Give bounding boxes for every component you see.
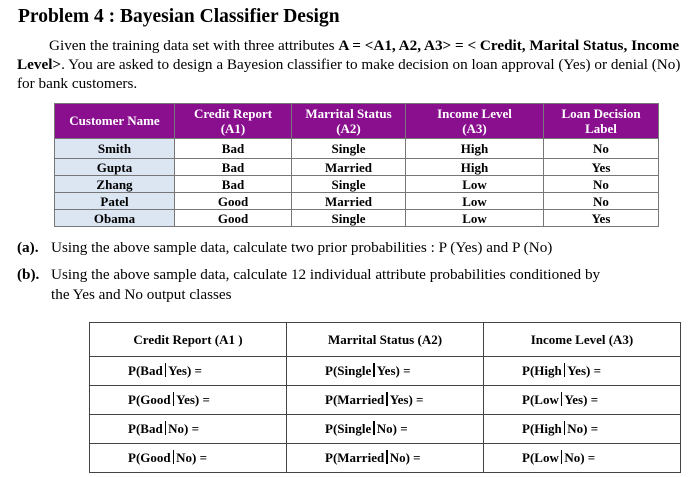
cell-marital: Married [292, 159, 406, 176]
cell-income: Low [406, 193, 544, 210]
cell-decision: No [544, 176, 659, 193]
prob-row [90, 444, 681, 473]
intro-text-1: Given the training data set with three attributes [49, 37, 339, 54]
header-income-level: Income Level (A3) [406, 104, 544, 139]
prob-cell: P(Bad No) = [90, 415, 287, 444]
table-row [55, 210, 659, 227]
intro-attributes: A = <A1, A2, A3> = < Credit, Marital Status, Income Level> [17, 37, 680, 73]
cell-income: High [406, 139, 544, 159]
question-b-text-1: Using the above sample data, calculate 12 individual attribute probabilities conditioned by [51, 266, 601, 283]
prob-cell: P(High Yes) = [484, 357, 681, 386]
question-b-text-2: the Yes and No output classes [51, 286, 232, 303]
cell-customer: Gupta [55, 159, 175, 176]
cell-credit: Bad [175, 176, 292, 193]
prob-header-marital: Marrital Status (A2) [287, 323, 484, 357]
problem-title: Problem 4 : Bayesian Classifier Design [18, 6, 340, 27]
training-data-table [54, 103, 659, 227]
probability-table [89, 322, 681, 473]
question-a-label: (a). [17, 239, 39, 256]
prob-cell: P(Single No) = [287, 415, 484, 444]
cell-decision: No [544, 193, 659, 210]
prob-cell: P(Married Yes) = [287, 386, 484, 415]
cell-marital: Single [292, 139, 406, 159]
cell-marital: Single [292, 210, 406, 227]
cell-credit: Good [175, 210, 292, 227]
prob-row [90, 357, 681, 386]
question-a-text: Using the above sample data, calculate two prior probabilities : P (Yes) and P (No) [51, 239, 553, 256]
intro-paragraph [17, 36, 681, 93]
header-credit-report: Credit Report (A1) [175, 104, 292, 139]
question-a [17, 238, 552, 257]
table-row [55, 139, 659, 159]
table-row [55, 176, 659, 193]
header-loan-decision: Loan Decision Label [544, 104, 659, 139]
header-marital-status: Marrital Status (A2) [292, 104, 406, 139]
prob-cell: P(Good Yes) = [90, 386, 287, 415]
cell-income: Low [406, 210, 544, 227]
cell-marital: Single [292, 176, 406, 193]
cell-credit: Bad [175, 159, 292, 176]
prob-cell: P(Single Yes) = [287, 357, 484, 386]
prob-header-row [90, 323, 681, 357]
prob-cell: P(Low No) = [484, 444, 681, 473]
cell-income: High [406, 159, 544, 176]
cell-decision: Yes [544, 210, 659, 227]
question-b-label: (b). [17, 266, 40, 283]
table-row [55, 193, 659, 210]
header-customer-name: Customer Name [55, 104, 175, 139]
cell-customer: Patel [55, 193, 175, 210]
cell-decision: No [544, 139, 659, 159]
question-b [17, 265, 681, 305]
cell-credit: Good [175, 193, 292, 210]
cell-customer: Smith [55, 139, 175, 159]
prob-cell: P(High No) = [484, 415, 681, 444]
prob-row [90, 415, 681, 444]
prob-header-income: Income Level (A3) [484, 323, 681, 357]
prob-cell: P(Good No) = [90, 444, 287, 473]
prob-cell: P(Married No) = [287, 444, 484, 473]
cell-decision: Yes [544, 159, 659, 176]
table-header-row [55, 104, 659, 139]
cell-marital: Married [292, 193, 406, 210]
prob-cell: P(Low Yes) = [484, 386, 681, 415]
cell-customer: Obama [55, 210, 175, 227]
cell-income: Low [406, 176, 544, 193]
table-row [55, 159, 659, 176]
cell-customer: Zhang [55, 176, 175, 193]
cell-credit: Bad [175, 139, 292, 159]
intro-text-2: . You are asked to design a Bayesion classifier to make decision on loan approval (Yes) or denial (No) for bank customers. [17, 56, 681, 92]
prob-cell: P(Bad Yes) = [90, 357, 287, 386]
prob-header-credit: Credit Report (A1 ) [90, 323, 287, 357]
prob-row [90, 386, 681, 415]
